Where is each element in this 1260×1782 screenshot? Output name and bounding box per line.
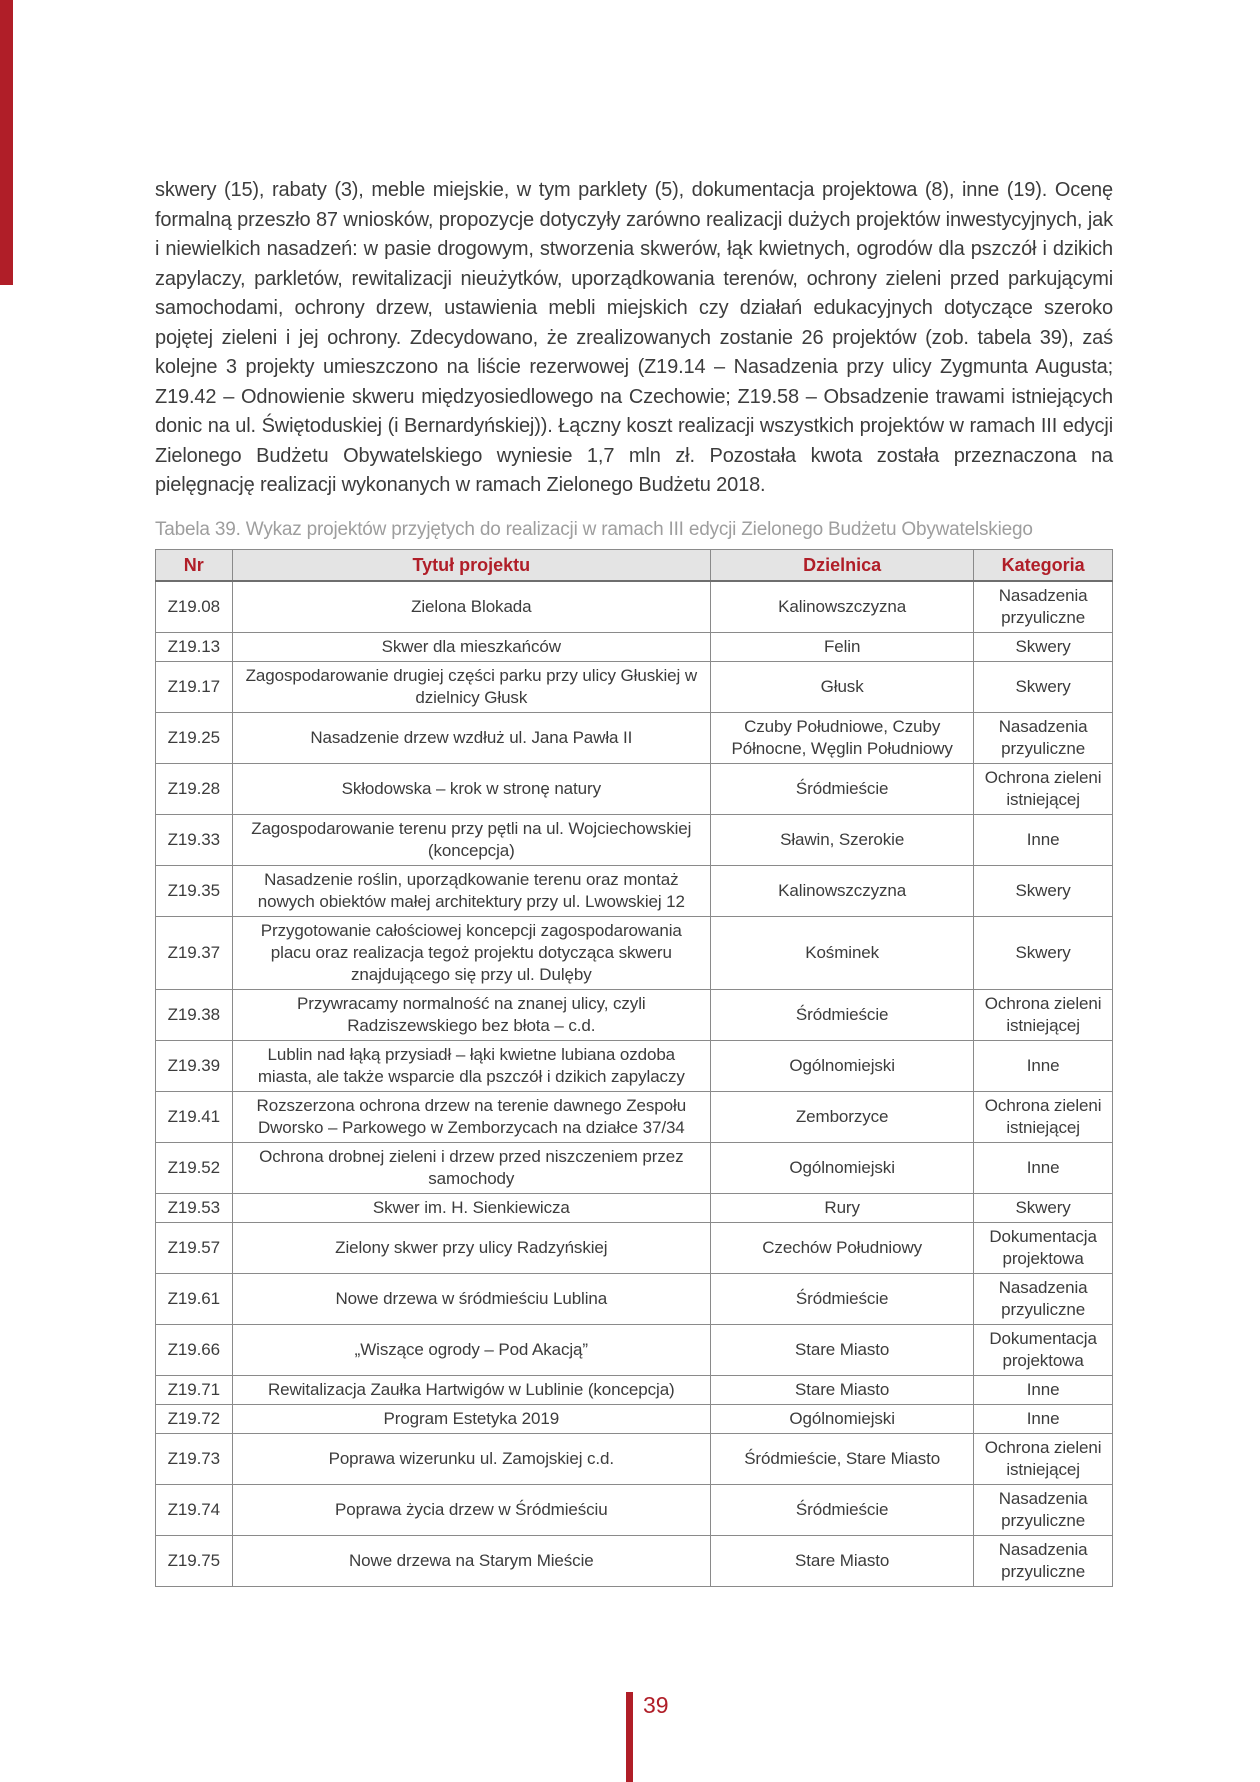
- cell-category: Nasadzenia przyuliczne: [974, 1484, 1113, 1535]
- cell-district: Rury: [711, 1193, 974, 1222]
- cell-project-number: Z19.57: [156, 1222, 233, 1273]
- page-number: 39: [643, 1692, 669, 1718]
- cell-category: Inne: [974, 1040, 1113, 1091]
- cell-category: Nasadzenia przyuliczne: [974, 581, 1113, 633]
- cell-district: Sławin, Szerokie: [711, 814, 974, 865]
- cell-district: Śródmieście: [711, 1484, 974, 1535]
- cell-district: Felin: [711, 632, 974, 661]
- cell-category: Ochrona zieleni istniejącej: [974, 763, 1113, 814]
- cell-district: Stare Miasto: [711, 1375, 974, 1404]
- table-row: [156, 989, 1113, 1040]
- cell-project-title: Nasadzenie drzew wzdłuż ul. Jana Pawła II: [232, 712, 711, 763]
- cell-project-number: Z19.08: [156, 581, 233, 633]
- table-row: [156, 632, 1113, 661]
- cell-project-number: Z19.38: [156, 989, 233, 1040]
- table-row: [156, 1040, 1113, 1091]
- cell-district: Kalinowszczyzna: [711, 581, 974, 633]
- cell-project-title: Nasadzenie roślin, uporządkowanie terenu oraz montaż nowych obiektów małej architektury przy ul. Lwowskiej 12: [232, 865, 711, 916]
- table-row: [156, 661, 1113, 712]
- cell-project-number: Z19.73: [156, 1433, 233, 1484]
- cell-district: Zemborzyce: [711, 1091, 974, 1142]
- page-edge-accent-bar: [0, 0, 13, 285]
- table-row: [156, 1484, 1113, 1535]
- table-row: [156, 1404, 1113, 1433]
- table-row: [156, 581, 1113, 633]
- cell-category: Inne: [974, 1375, 1113, 1404]
- column-header-title: Tytuł projektu: [232, 549, 711, 581]
- table-row: [156, 1222, 1113, 1273]
- table-body: [156, 581, 1113, 1587]
- cell-category: Inne: [974, 814, 1113, 865]
- cell-category: Dokumentacja projektowa: [974, 1324, 1113, 1375]
- cell-district: Śródmieście, Stare Miasto: [711, 1433, 974, 1484]
- cell-category: Nasadzenia przyuliczne: [974, 1273, 1113, 1324]
- cell-district: Stare Miasto: [711, 1324, 974, 1375]
- cell-category: Inne: [974, 1142, 1113, 1193]
- cell-project-title: Zielony skwer przy ulicy Radzyńskiej: [232, 1222, 711, 1273]
- cell-project-title: Zagospodarowanie terenu przy pętli na ul. Wojciechowskiej (koncepcja): [232, 814, 711, 865]
- cell-district: Ogólnomiejski: [711, 1404, 974, 1433]
- cell-category: Skwery: [974, 661, 1113, 712]
- table-row: [156, 1535, 1113, 1586]
- table-caption: Tabela 39. Wykaz projektów przyjętych do realizacji w ramach III edycji Zielonego Budżetu Obywatelskiego: [155, 518, 1033, 540]
- cell-district: Ogólnomiejski: [711, 1142, 974, 1193]
- cell-district: Czechów Południowy: [711, 1222, 974, 1273]
- cell-project-title: Skłodowska – krok w stronę natury: [232, 763, 711, 814]
- cell-category: Skwery: [974, 916, 1113, 989]
- page-footer: [626, 1692, 669, 1782]
- cell-district: Głusk: [711, 661, 974, 712]
- cell-project-number: Z19.72: [156, 1404, 233, 1433]
- cell-project-title: Przywracamy normalność na znanej ulicy, czyli Radziszewskiego bez błota – c.d.: [232, 989, 711, 1040]
- cell-category: Dokumentacja projektowa: [974, 1222, 1113, 1273]
- cell-project-title: Poprawa życia drzew w Śródmieściu: [232, 1484, 711, 1535]
- table-row: [156, 1091, 1113, 1142]
- cell-category: Inne: [974, 1404, 1113, 1433]
- table-row: [156, 712, 1113, 763]
- cell-project-number: Z19.39: [156, 1040, 233, 1091]
- cell-project-title: Ochrona drobnej zieleni i drzew przed niszczeniem przez samochody: [232, 1142, 711, 1193]
- body-paragraph: skwery (15), rabaty (3), meble miejskie, w tym parklety (5), dokumentacja projektowa (8), inne (19). Ocenę formalną przeszło 87 wniosków, propozycje dotyczyły zarówno realizacji dużych projektów inwestycyjnych, jak i niewielkich nasadzeń: w pasie drogowym, stworzenia skwerów, łąk kwietnych, ogrodów dla pszczół i dzikich zapylaczy, parkletów, rewitalizacji nieużytków, uporządkowania terenów, ochrony zieleni przed parkującymi samochodami, ochrony drzew, ustawienia mebli miejskich czy działań edukacyjnych dotyczące szeroko pojętej zieleni i jej ochrony. Zdecydowano, że zrealizowanych zostanie 26 projektów (zob. tabela 39), zaś kolejne 3 projekty umieszczono na liście rezerwowej (Z19.14 – Nasadzenia przy ulicy Zygmunta Augusta; Z19.42 – Odnowienie skweru międzyosiedlowego na Czechowie; Z19.58 – Obsadzenie trawami istniejących donic na ul. Świętoduskiej (i Bernardyńskiej)). Łączny koszt realizacji wszystkich projektów w ramach III edycji Zielonego Budżetu Obywatelskiego wyniesie 1,7 mln zł. Pozostała kwota została przeznaczona na pielęgnację realizacji wykonanych w ramach Zielonego Budżetu 2018.: [155, 179, 1113, 496]
- cell-project-number: Z19.28: [156, 763, 233, 814]
- cell-project-title: Lublin nad łąką przysiadł – łąki kwietne lubiana ozdoba miasta, ale także wsparcie dla pszczół i dzikich zapylaczy: [232, 1040, 711, 1091]
- cell-category: Skwery: [974, 632, 1113, 661]
- cell-project-number: Z19.17: [156, 661, 233, 712]
- cell-project-number: Z19.74: [156, 1484, 233, 1535]
- page-content: [155, 176, 1113, 1587]
- cell-category: Ochrona zieleni istniejącej: [974, 989, 1113, 1040]
- cell-district: Kośminek: [711, 916, 974, 989]
- cell-district: Kalinowszczyzna: [711, 865, 974, 916]
- cell-project-title: Nowe drzewa na Starym Mieście: [232, 1535, 711, 1586]
- table-row: [156, 814, 1113, 865]
- projects-table: [155, 549, 1113, 1587]
- cell-project-number: Z19.13: [156, 632, 233, 661]
- cell-project-title: Poprawa wizerunku ul. Zamojskiej c.d.: [232, 1433, 711, 1484]
- table-header-row: [156, 549, 1113, 581]
- column-header-nr: Nr: [156, 549, 233, 581]
- cell-district: Czuby Południowe, Czuby Północne, Węglin Południowy: [711, 712, 974, 763]
- cell-project-number: Z19.35: [156, 865, 233, 916]
- cell-project-title: Nowe drzewa w śródmieściu Lublina: [232, 1273, 711, 1324]
- cell-project-number: Z19.41: [156, 1091, 233, 1142]
- cell-district: Ogólnomiejski: [711, 1040, 974, 1091]
- cell-district: Stare Miasto: [711, 1535, 974, 1586]
- cell-project-title: Zagospodarowanie drugiej części parku przy ulicy Głuskiej w dzielnicy Głusk: [232, 661, 711, 712]
- table-row: [156, 1375, 1113, 1404]
- table-row: [156, 916, 1113, 989]
- cell-district: Śródmieście: [711, 1273, 974, 1324]
- table-row: [156, 763, 1113, 814]
- cell-project-title: „Wiszące ogrody – Pod Akacją”: [232, 1324, 711, 1375]
- cell-category: Ochrona zieleni istniejącej: [974, 1433, 1113, 1484]
- cell-project-number: Z19.33: [156, 814, 233, 865]
- table-row: [156, 865, 1113, 916]
- cell-project-number: Z19.75: [156, 1535, 233, 1586]
- cell-project-title: Rewitalizacja Zaułka Hartwigów w Lublinie (koncepcja): [232, 1375, 711, 1404]
- cell-project-number: Z19.52: [156, 1142, 233, 1193]
- cell-project-number: Z19.53: [156, 1193, 233, 1222]
- table-row: [156, 1433, 1113, 1484]
- cell-project-title: Skwer dla mieszkańców: [232, 632, 711, 661]
- table-row: [156, 1324, 1113, 1375]
- cell-project-number: Z19.71: [156, 1375, 233, 1404]
- cell-project-title: Program Estetyka 2019: [232, 1404, 711, 1433]
- column-header-district: Dzielnica: [711, 549, 974, 581]
- table-row: [156, 1193, 1113, 1222]
- cell-project-title: Zielona Blokada: [232, 581, 711, 633]
- cell-district: Śródmieście: [711, 989, 974, 1040]
- cell-project-number: Z19.61: [156, 1273, 233, 1324]
- cell-project-title: Rozszerzona ochrona drzew na terenie dawnego Zespołu Dworsko – Parkowego w Zemborzycach na działce 37/34: [232, 1091, 711, 1142]
- cell-category: Skwery: [974, 1193, 1113, 1222]
- cell-category: Nasadzenia przyuliczne: [974, 1535, 1113, 1586]
- cell-project-number: Z19.25: [156, 712, 233, 763]
- cell-district: Śródmieście: [711, 763, 974, 814]
- column-header-category: Kategoria: [974, 549, 1113, 581]
- cell-project-number: Z19.37: [156, 916, 233, 989]
- cell-project-number: Z19.66: [156, 1324, 233, 1375]
- cell-category: Skwery: [974, 865, 1113, 916]
- table-row: [156, 1273, 1113, 1324]
- table-row: [156, 1142, 1113, 1193]
- cell-category: Ochrona zieleni istniejącej: [974, 1091, 1113, 1142]
- cell-project-title: Przygotowanie całościowej koncepcji zagospodarowania placu oraz realizacja tegoż projektu dotycząca skweru znajdującego się przy ul. Dulęby: [232, 916, 711, 989]
- cell-project-title: Skwer im. H. Sienkiewicza: [232, 1193, 711, 1222]
- cell-category: Nasadzenia przyuliczne: [974, 712, 1113, 763]
- footer-accent-bar: [626, 1692, 633, 1782]
